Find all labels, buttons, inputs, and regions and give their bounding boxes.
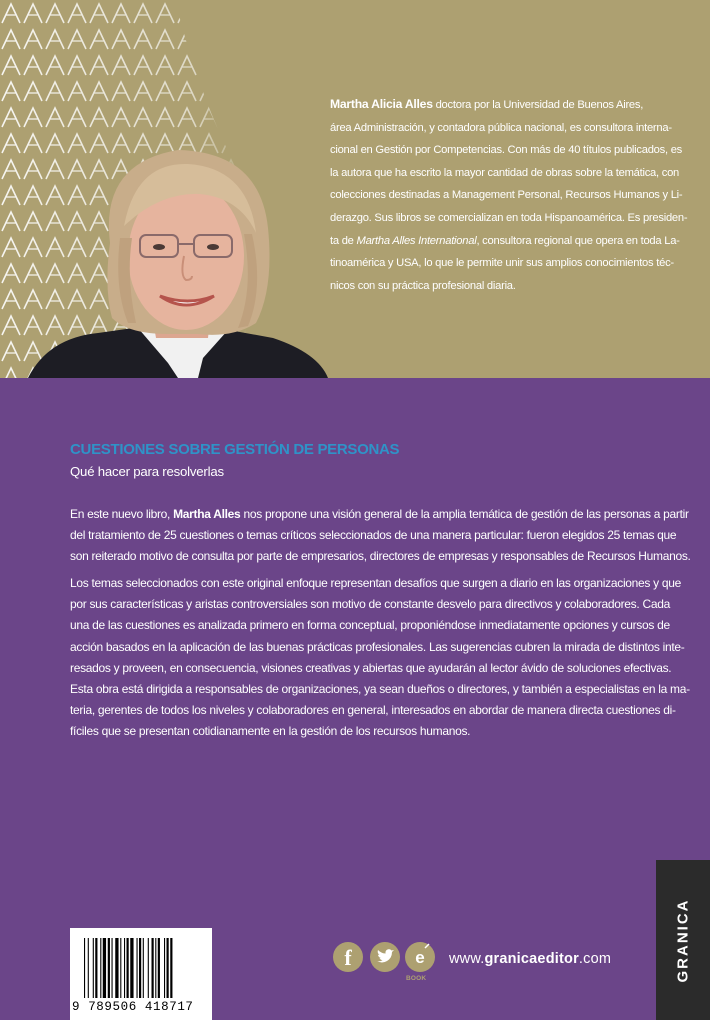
- barcode-bar: [103, 938, 106, 998]
- barcode-bar: [167, 938, 169, 998]
- author-bio: Martha Alicia Alles doctora por la Universidad de Buenos Aires, área Administración, y contadora pública nacional, es consultora interna- cional en Gestión por Competencias. Con más de 40 títulos publicados, es la autora que ha escrito la mayor cantidad de obras sobre la temática, con colecciones destinadas a Management Personal, Recursos Humanos y Li- derazgo. Sus libros se comercializan en toda Hispanoamérica. Es presiden- ta de Martha Alles International, consultora regional que opera en toda La- tinoamérica y USA, lo que le permite unir sus amplios conocimientos téc- nicos con su práctica profesional diaria.: [330, 97, 688, 292]
- barcode-bar: [164, 938, 165, 998]
- author-portrait: [28, 138, 328, 378]
- barcode-bar: [152, 938, 154, 998]
- svg-text:e: e: [415, 948, 425, 967]
- barcode-bar: [120, 938, 121, 998]
- barcode-bar: [155, 938, 156, 998]
- book-subtitle: Qué hacer para resolverlas: [70, 464, 224, 479]
- barcode-bar: [115, 938, 118, 998]
- website-link[interactable]: www.granicaeditor.com: [449, 951, 612, 967]
- facebook-icon[interactable]: [333, 942, 363, 972]
- publisher-band: [656, 860, 710, 1020]
- barcode-bar: [170, 938, 172, 998]
- barcode-bar: [137, 938, 138, 998]
- twitter-icon[interactable]: [370, 942, 400, 972]
- barcode-bar: [88, 938, 89, 998]
- barcode-bar: [139, 938, 141, 998]
- company-name: Martha Alles International: [356, 234, 477, 247]
- barcode-bar: [112, 938, 113, 998]
- description-paragraph-2: Los temas seleccionados con este original enfoque representan desafíos que surgen a diario en las organizaciones y que por sus características y aristas controversiales son motivo de constante desvelo para directivos y colaboradores. Cada una de las cuestiones es analizada primero en forma conceptual, proponiéndose inmediatamente opciones y cursos de acción basados en la aplicación de las buenas prácticas profesionales. Las sugerencias cubren la mirada de distintos inte- resados y proveen, en consecuencia, visiones creativas y abiertas que ayudarán al lector ávido de soluciones efectivas.: [70, 576, 685, 675]
- barcode-bars: [84, 938, 202, 998]
- barcode-bar: [95, 938, 97, 998]
- barcode-bar: [143, 938, 144, 998]
- ebook-label: BOOK: [406, 975, 427, 982]
- barcode-bar: [127, 938, 129, 998]
- isbn-number: 9 789506 418717: [72, 1000, 194, 1014]
- barcode-bar: [84, 938, 85, 998]
- barcode-bar: [158, 938, 160, 998]
- author-name: Martha Alicia Alles: [330, 97, 433, 111]
- book-title: CUESTIONES SOBRE GESTIÓN DE PERSONAS: [70, 441, 400, 458]
- barcode-bar: [108, 938, 110, 998]
- barcode-bar: [124, 938, 125, 998]
- barcode-bar: [100, 938, 101, 998]
- author-section: [0, 0, 710, 378]
- description-paragraph-1: En este nuevo libro, Martha Alles nos propone una visión general de la amplia temática de gestión de las personas a partir del tratamiento de 25 cuestiones o temas críticos seleccionados de una manera particular: fueron elegidos 25 temas que son reiterado motivo de consulta por parte de empresarios, directores de empresas y responsables de Recursos Humanos.: [70, 507, 691, 564]
- author-name-inline: Martha Alles: [173, 507, 241, 521]
- svg-text:f: f: [344, 945, 352, 970]
- barcode-bar: [148, 938, 149, 998]
- description-paragraph-3: Esta obra está dirigida a responsables de organizaciones, ya sean dueños o directores, y también a especialistas en la ma- teria, gerentes de todos los niveles y colaboradores en general, interesados en abordar de manera directa cuestiones di- fíciles que se presentan cotidianamente en la gestión de los recursos humanos.: [70, 682, 690, 739]
- isbn-barcode: [70, 928, 212, 1020]
- ebook-icon[interactable]: [405, 942, 435, 972]
- barcode-bar: [93, 938, 94, 998]
- barcode-bar: [130, 938, 133, 998]
- publisher-name: GRANICA: [674, 898, 692, 982]
